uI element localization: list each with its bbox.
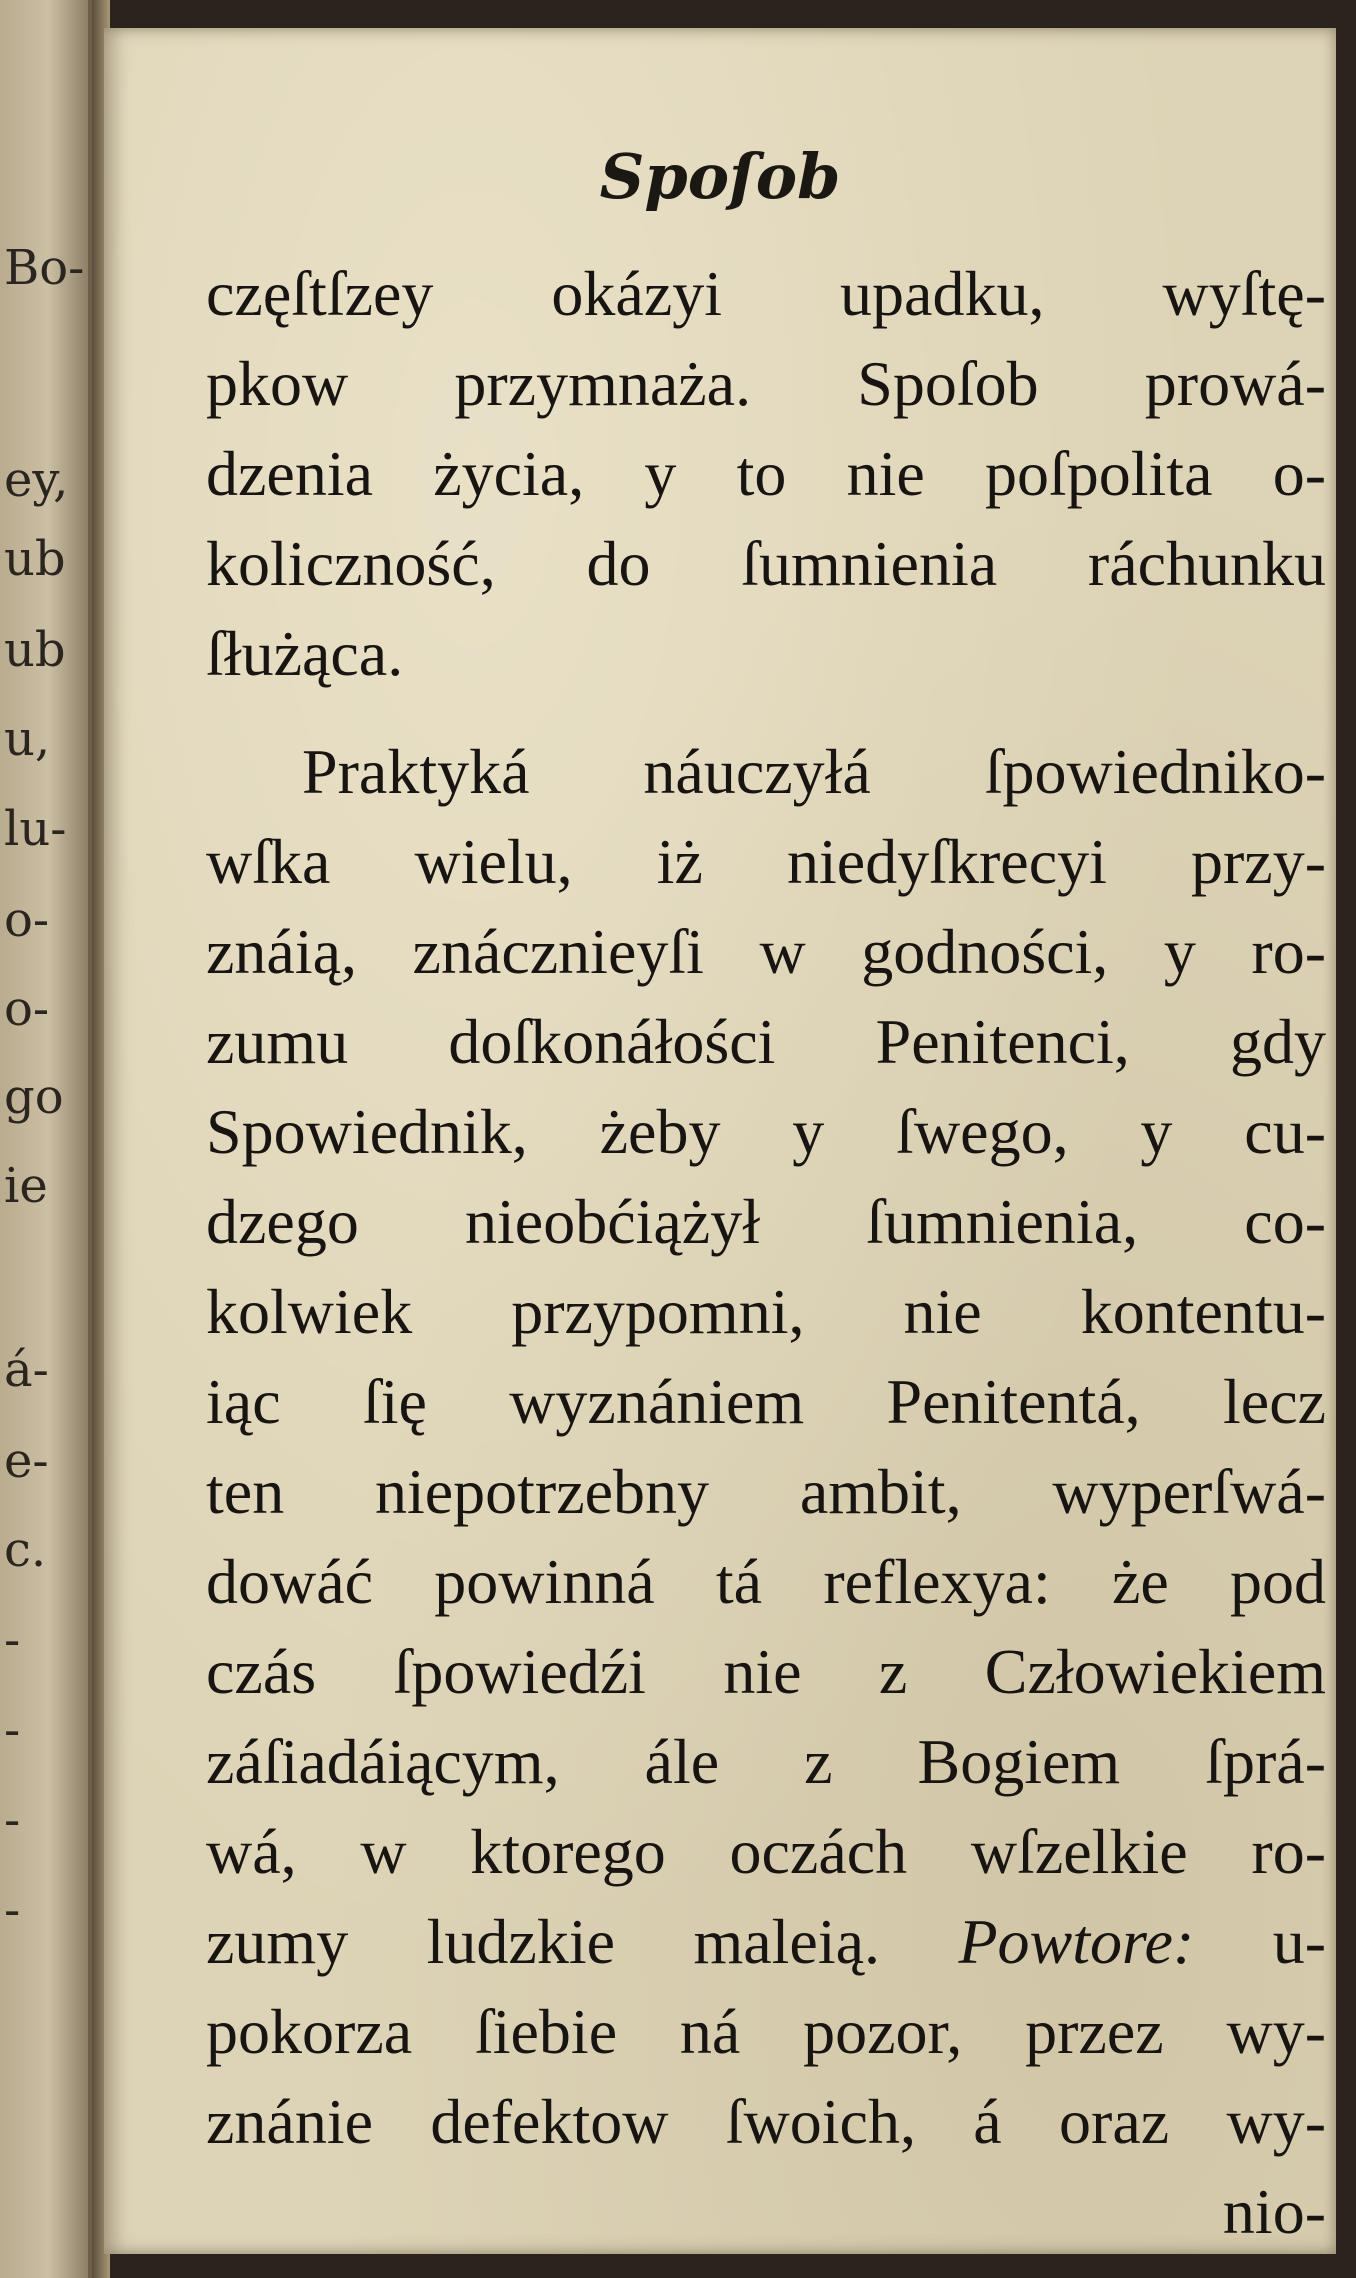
- text-line: dzenia życia, y to nie poſpolita o-: [206, 438, 1326, 509]
- text-line: koliczność, do ſumnienia ráchunku: [206, 528, 1326, 599]
- fragment: ub: [4, 531, 66, 587]
- fragment: -: [4, 1702, 21, 1758]
- text-line: pokorza ſiebie ná pozor, przez wy-: [206, 1996, 1326, 2067]
- text-line: pkow przymnaża. Spoſob prowá-: [206, 348, 1326, 419]
- text-line: iąc ſię wyznániem Penitentá, lecz: [206, 1366, 1326, 1437]
- line-segment: zumy ludzkie maleią.: [206, 1906, 959, 1977]
- fragment: -: [4, 1882, 21, 1938]
- text-line: ſłużąca.: [206, 618, 404, 689]
- italic-word: Powtore:: [958, 1906, 1195, 1977]
- fragment: Bo-: [4, 240, 85, 296]
- fragment: e-: [4, 1433, 49, 1489]
- text-line: ten niepotrzebny ambit, wyperſwá-: [206, 1456, 1326, 1527]
- fragment: -: [4, 1792, 21, 1848]
- running-head: Spoſob: [599, 140, 841, 213]
- fragment: o-: [4, 892, 50, 948]
- text-line: dowáć powinná tá reflexya: że pod: [206, 1546, 1326, 1617]
- paragraph-first-line: Praktyká náuczyłá ſpowiedniko-: [302, 736, 1326, 807]
- fragment: ey,: [4, 452, 69, 508]
- fragment: ub: [4, 622, 66, 678]
- text-line: wſka wielu, iż niedyſkrecyi przy-: [206, 826, 1326, 897]
- fragment: á-: [4, 1342, 49, 1398]
- text-line: znánie defektow ſwoich, á oraz wy-: [206, 2086, 1326, 2157]
- text-line: kolwiek przypomni, nie kontentu-: [206, 1276, 1326, 1347]
- text-line-with-italic: [206, 1906, 1326, 1978]
- fragment: ie: [4, 1158, 48, 1214]
- text-line: czás ſpowiedźi nie z Człowiekiem: [206, 1636, 1326, 1707]
- previous-page-text-fragments: [0, 0, 88, 2278]
- fragment: o-: [4, 981, 50, 1037]
- catchword: nio-: [1222, 2176, 1326, 2247]
- text-line: wá, w ktorego oczách wſzelkie ro-: [206, 1816, 1326, 1887]
- page-leaf: [104, 28, 1336, 2254]
- text-line: częſtſzey okázyi upadku, wyſtę-: [206, 258, 1326, 329]
- fragment: lu-: [4, 801, 67, 857]
- text-line: Spowiednik, żeby y ſwego, y cu-: [206, 1096, 1326, 1167]
- text-line: záſiadáiącym, ále z Bogiem ſprá-: [206, 1726, 1326, 1797]
- fragment: u,: [4, 711, 51, 767]
- text-line: znáią, znácznieyſi w godności, y ro-: [206, 916, 1326, 987]
- text-line: zumu doſkonáłości Penitenci, gdy: [206, 1006, 1326, 1077]
- fragment: go: [4, 1069, 64, 1125]
- fragment: -: [4, 1612, 21, 1668]
- fragment: c.: [4, 1522, 47, 1578]
- text-line: dzego nieobćiążył ſumnienia, co-: [206, 1186, 1326, 1257]
- line-segment: u-: [1194, 1906, 1326, 1977]
